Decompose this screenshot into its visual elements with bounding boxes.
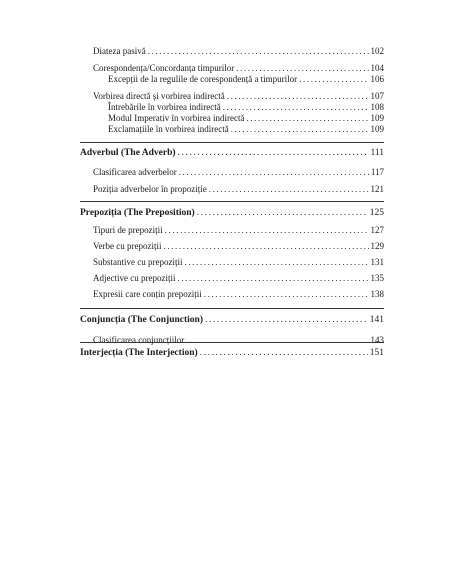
toc-entry[interactable]	[93, 272, 384, 284]
section-divider	[80, 308, 384, 309]
toc-heading-title: Conjuncția (The Conjunction)	[80, 315, 203, 325]
toc-entry-title: Tipuri de prepoziții	[93, 225, 163, 235]
toc-entry-title: Verbe cu prepoziții	[93, 241, 162, 251]
toc-entry-page: 117	[370, 167, 384, 177]
toc-entry-title: Adjective cu prepoziții	[93, 273, 176, 283]
toc-entry-title: Excepții de la regulile de corespondență a timpurilor	[108, 74, 298, 84]
toc-leader-dots	[165, 224, 369, 236]
toc-leader-dots	[163, 240, 368, 252]
toc-leader-dots	[178, 147, 369, 159]
toc-leader-dots	[184, 256, 368, 268]
toc-entry[interactable]	[93, 288, 384, 300]
toc-entry-page: 121	[370, 184, 384, 194]
toc-heading-title: Interjecția (The Interjection)	[80, 348, 198, 358]
toc-heading-page: 141	[369, 315, 384, 325]
toc-leader-dots	[299, 73, 368, 85]
toc-entry-page: 129	[370, 241, 384, 251]
toc-entry[interactable]	[93, 224, 384, 236]
toc-leader-dots	[204, 288, 369, 300]
toc-leader-dots	[200, 347, 368, 359]
toc-chapter-heading[interactable]	[80, 207, 384, 219]
toc-heading-page: 151	[369, 348, 384, 358]
toc-entry-page: 104	[370, 63, 384, 73]
toc-leader-dots	[177, 272, 368, 284]
toc-entry[interactable]	[93, 166, 384, 178]
toc-entry[interactable]	[93, 334, 384, 346]
toc-entry-title: Poziția adverbelor în propoziție	[93, 184, 207, 194]
toc-leader-dots	[186, 334, 368, 346]
toc-entry-page: 106	[370, 74, 384, 84]
toc-leader-dots	[231, 123, 369, 135]
toc-entry-page: 109	[370, 113, 384, 123]
toc-entry-page: 108	[370, 102, 384, 112]
toc-entry-page: 102	[370, 46, 384, 56]
toc-entry-title: Diateza pasivă	[93, 46, 146, 56]
section-divider	[80, 342, 384, 343]
toc-entry-page: 135	[370, 273, 384, 283]
toc-entry[interactable]	[93, 45, 384, 57]
toc-heading-title: Prepoziția (The Preposition)	[80, 208, 195, 218]
toc-entry[interactable]	[108, 73, 384, 85]
toc-entry-title: Corespondența/Concordanța timpurilor	[93, 63, 235, 73]
toc-entry-page: 143	[370, 335, 384, 345]
toc-leader-dots	[179, 166, 369, 178]
toc-entry-page: 131	[370, 257, 384, 267]
toc-entry[interactable]	[93, 256, 384, 268]
toc-entry-page: 107	[370, 91, 384, 101]
toc-leader-dots	[209, 183, 369, 195]
toc-entry-title: Substantive cu prepoziții	[93, 257, 183, 267]
toc-leader-dots	[205, 314, 368, 326]
toc-leader-dots	[148, 45, 369, 57]
section-divider	[80, 201, 384, 202]
toc-entry-title: Clasificarea conjuncțiilor	[93, 335, 185, 345]
toc-entry-title: Expresii care conțin prepoziții	[93, 289, 202, 299]
toc-entry-page: 109	[370, 124, 384, 134]
toc-entry-page: 138	[370, 289, 384, 299]
toc-entry-title: Întrebările în vorbirea indirectă	[108, 102, 221, 112]
toc-heading-page: 111	[370, 148, 384, 158]
toc-heading-title: Adverbul (The Adverb)	[80, 148, 176, 158]
toc-entry[interactable]	[93, 240, 384, 252]
toc-entry[interactable]	[93, 183, 384, 195]
toc-chapter-heading[interactable]	[80, 347, 384, 359]
toc-entry-title: Clasificarea adverbelor	[93, 167, 177, 177]
toc-entry-page: 127	[370, 225, 384, 235]
toc-entry-title: Exclamațiile în vorbirea indirectă	[108, 124, 229, 134]
toc-heading-page: 125	[369, 208, 384, 218]
toc-chapter-heading[interactable]	[80, 314, 384, 326]
toc-entry-title: Modul Imperativ în vorbirea indirectă	[108, 113, 245, 123]
toc-entry-title: Vorbirea directă și vorbirea indirectă	[93, 91, 225, 101]
section-divider	[80, 142, 384, 143]
toc-entry[interactable]	[108, 123, 384, 135]
toc-leader-dots	[197, 207, 368, 219]
toc-chapter-heading[interactable]	[80, 147, 384, 159]
